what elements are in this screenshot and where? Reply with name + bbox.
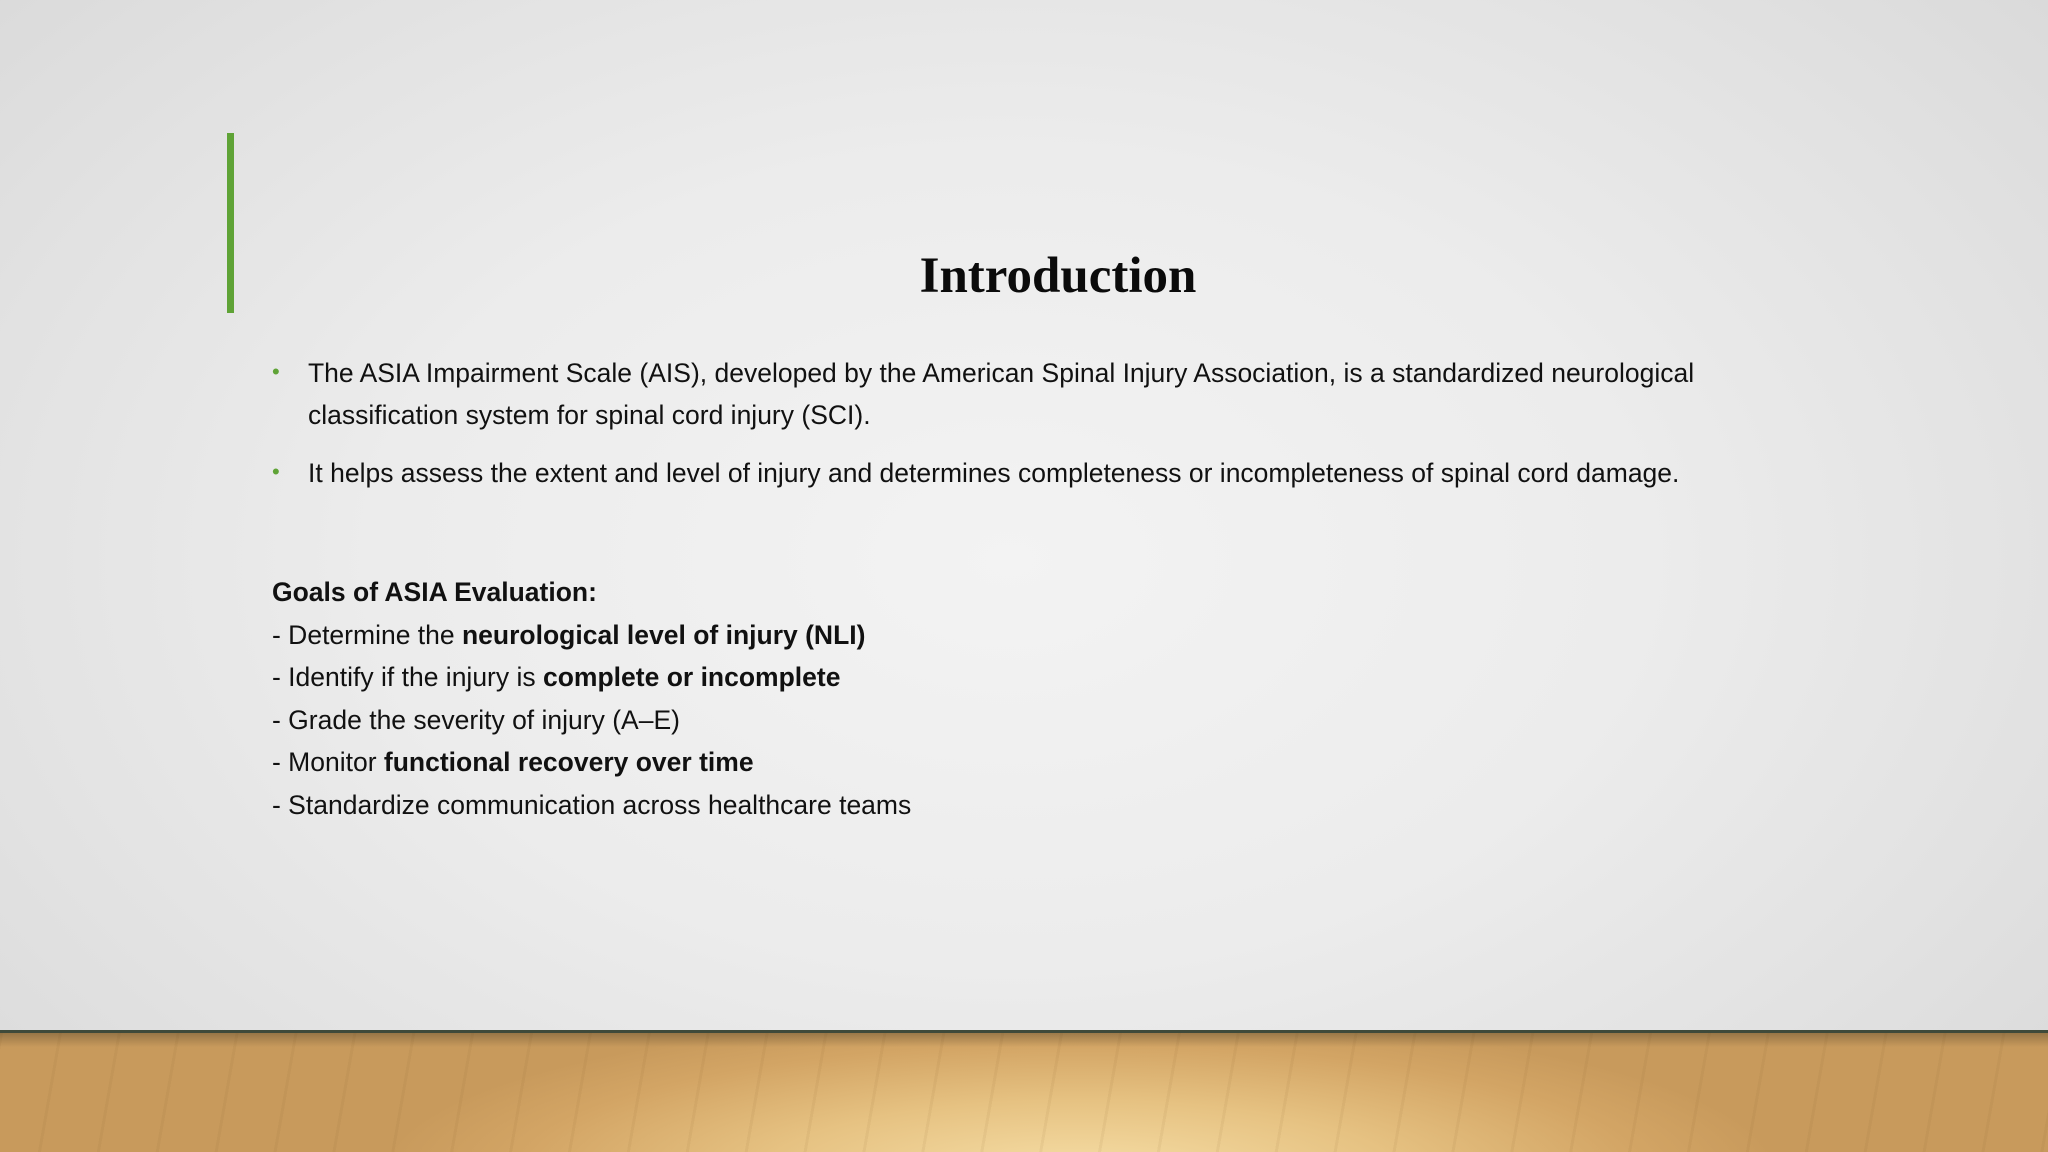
goal-text: - Determine the xyxy=(272,619,462,650)
title-accent-bar xyxy=(227,133,234,313)
goal-text: - Monitor xyxy=(272,747,384,777)
goal-emphasis: neurological level of injury (NLI) xyxy=(462,619,866,650)
goal-item xyxy=(272,699,1572,742)
goal-item xyxy=(272,784,1572,827)
wood-floor-image xyxy=(0,1030,2048,1152)
bullet-text: It helps assess the extent and level of injury and determines completeness or incompleteness of spinal cord damage. xyxy=(308,458,1680,488)
bullet-list xyxy=(272,352,1712,510)
goals-heading: Goals of ASIA Evaluation: xyxy=(272,577,597,607)
bullet-item xyxy=(272,352,1712,436)
goal-emphasis: complete or incomplete xyxy=(543,662,841,692)
goal-item xyxy=(272,614,1572,657)
slide-title: Introduction xyxy=(919,248,1197,304)
bullet-text: The ASIA Impairment Scale (AIS), developed by the American Spinal Injury Association, is a standardized neurological classification system for spinal cord injury (SCI). xyxy=(308,358,1695,430)
floor-shadow xyxy=(0,1033,2048,1047)
goal-text: - Identify if the injury is xyxy=(272,662,543,692)
goal-text: - Standardize communication across healthcare teams xyxy=(272,789,912,820)
bullet-item xyxy=(272,452,1712,494)
goal-item xyxy=(272,656,1572,699)
bullet-dot-icon: • xyxy=(272,459,280,484)
bullet-dot-icon: • xyxy=(272,359,280,384)
goals-section xyxy=(272,571,1572,826)
goal-text: - Grade the severity of injury (A–E) xyxy=(272,704,680,735)
goal-emphasis: functional recovery over time xyxy=(383,747,754,777)
goal-item xyxy=(272,741,1572,784)
